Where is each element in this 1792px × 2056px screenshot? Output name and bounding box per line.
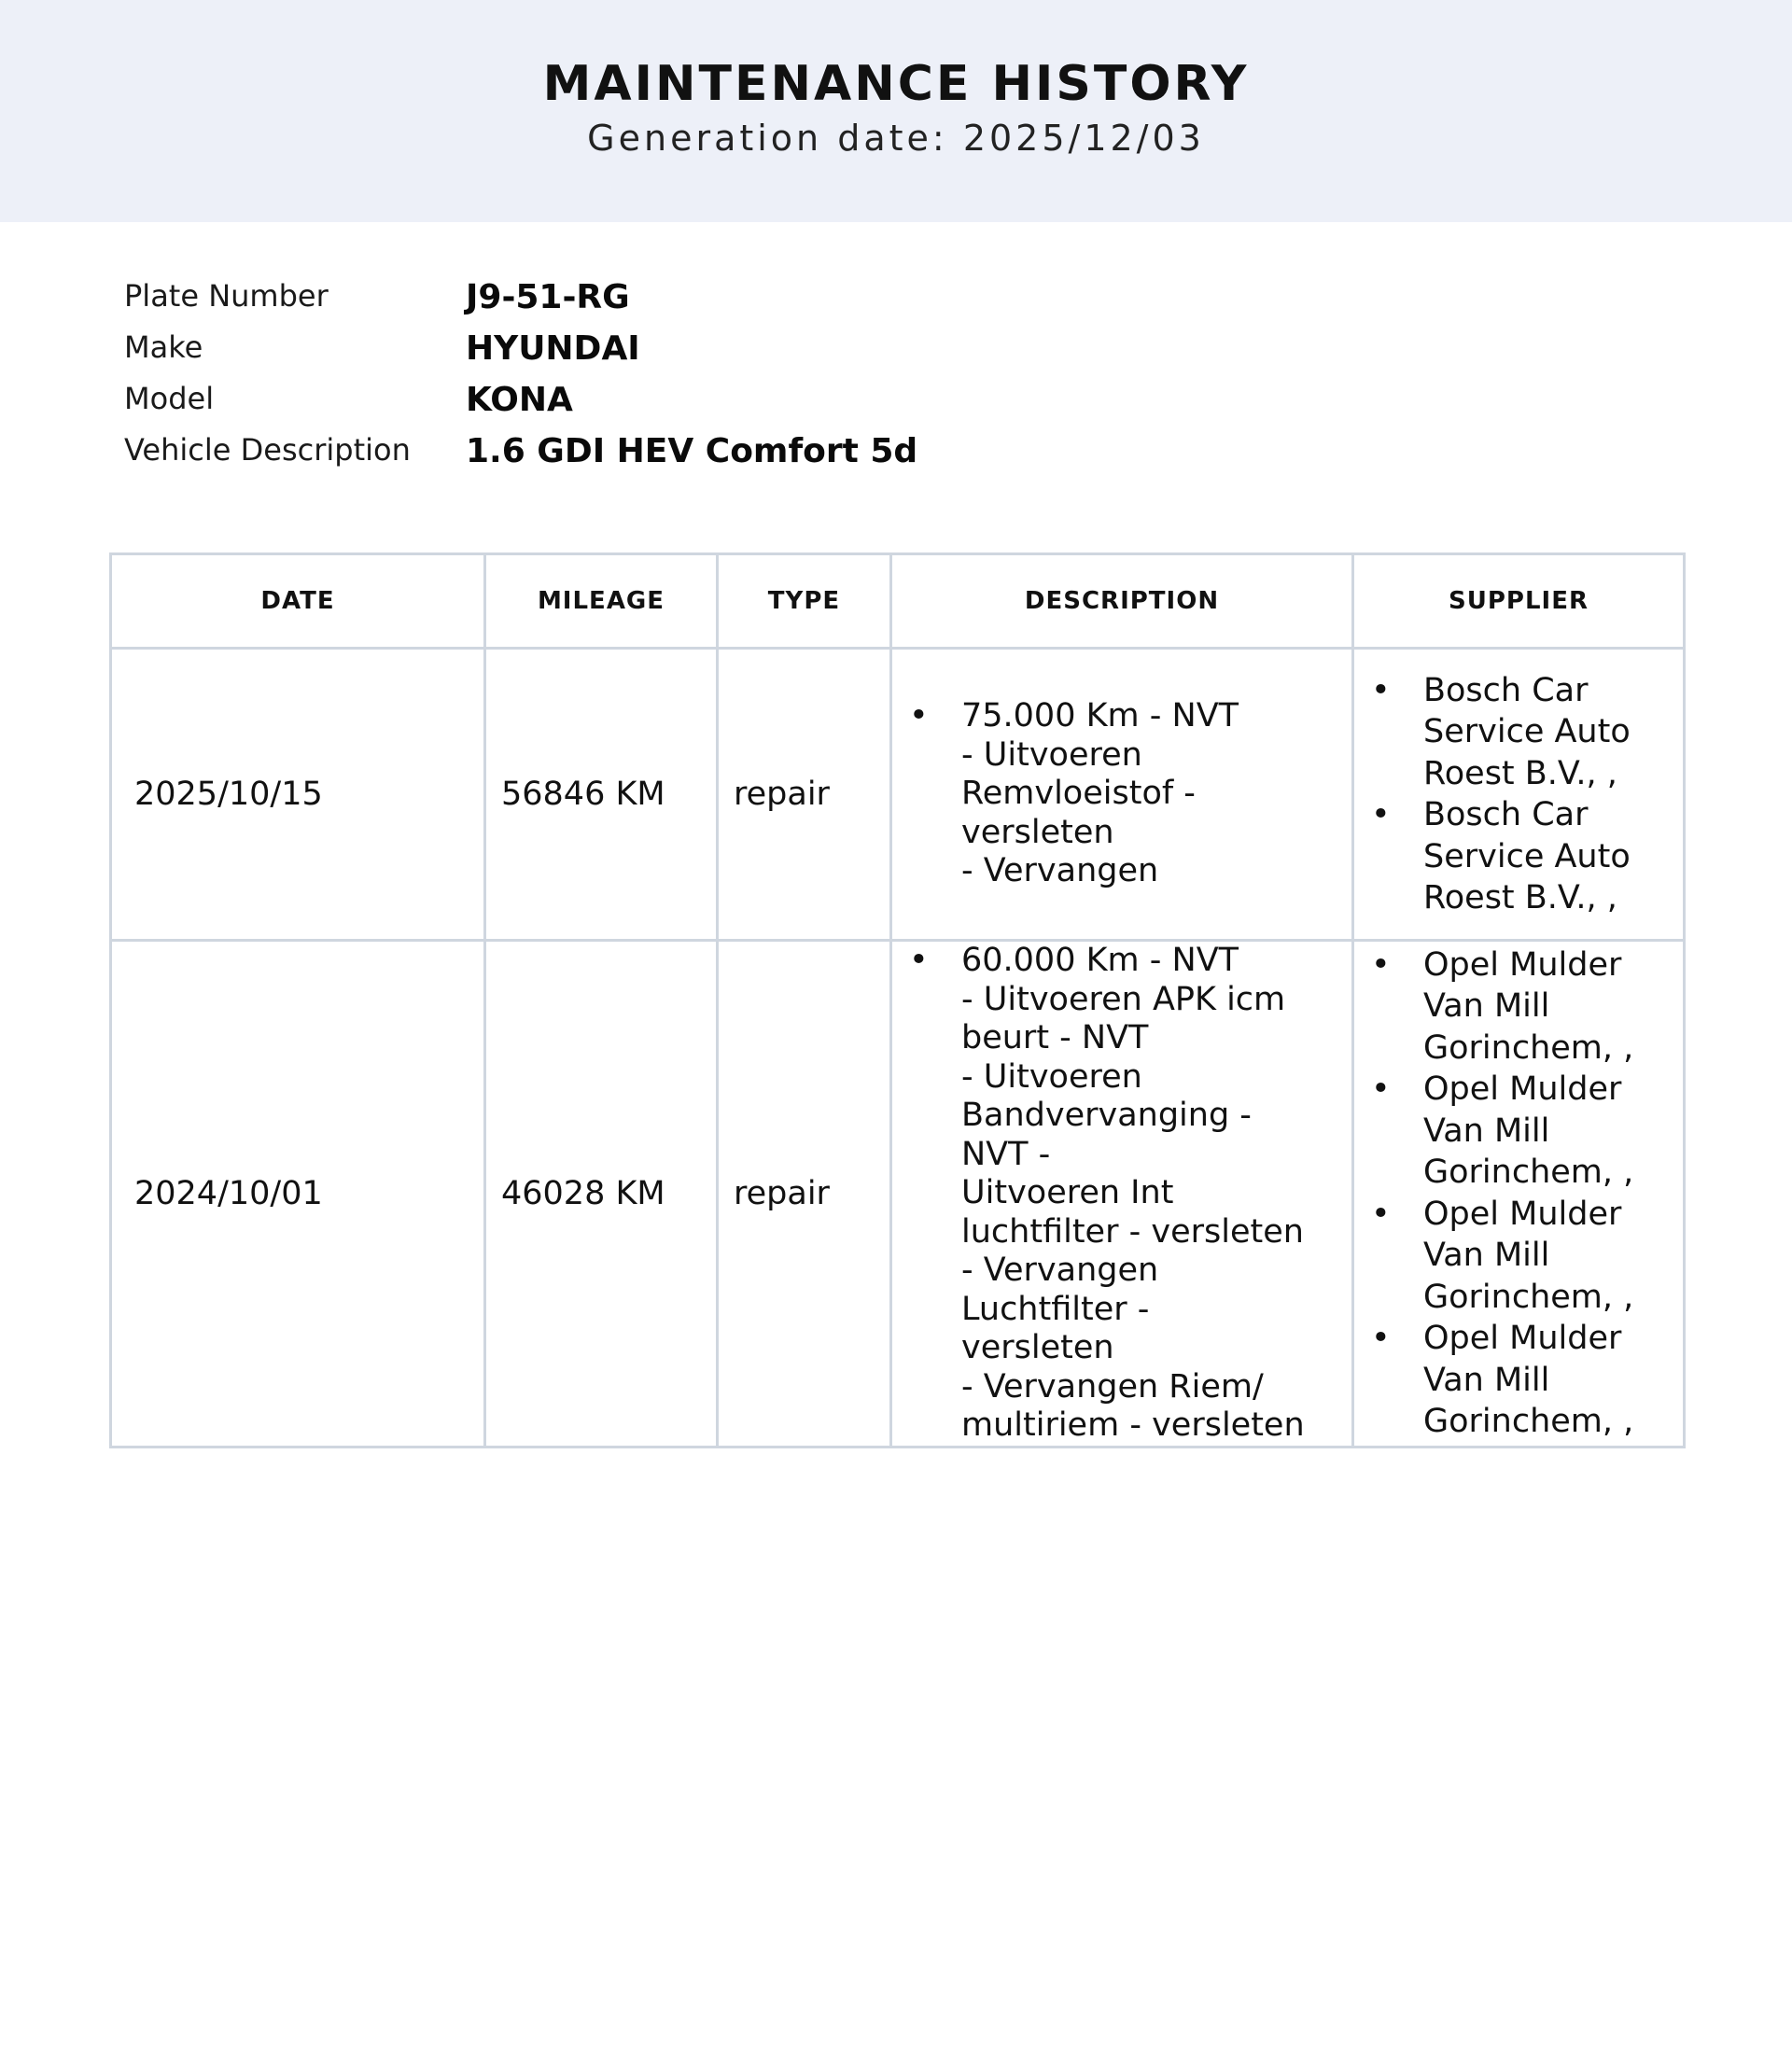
generation-date-value: 2025/12/03: [962, 118, 1205, 159]
description-list: [892, 697, 1351, 891]
type-cell: repair: [718, 649, 891, 941]
supplier-item: • Bosch Car Service Auto Roest B.V., ,: [1371, 671, 1631, 792]
type-cell: repair: [718, 941, 891, 1448]
table-row: [111, 941, 1685, 1448]
description-item: • 60.000 Km - NVT - Uitvoeren APK icm beurt - NVT - Uitvoeren Bandvervanging - NVT - Uitvoeren Int luchtfilter - versleten - Vervangen Luchtfilter - versleten - Vervangen Riem/ multiriem - versleten: [909, 942, 1305, 1444]
model-value: KONA: [466, 381, 573, 419]
column-header-supplier: SUPPLIER: [1353, 554, 1685, 649]
bullet-icon: •: [1371, 1070, 1391, 1109]
vehicle-description-value: 1.6 GDI HEV Comfort 5d: [466, 432, 918, 470]
table-header-row: [111, 554, 1685, 649]
column-header-description: DESCRIPTION: [891, 554, 1353, 649]
date-cell: 2025/10/15: [111, 649, 485, 941]
supplier-cell: [1353, 649, 1685, 941]
supplier-item: • Opel Mulder Van Mill Gorinchem, ,: [1371, 1070, 1634, 1192]
supplier-item: • Opel Mulder Van Mill Gorinchem, ,: [1371, 1320, 1634, 1441]
generation-date-line: [0, 118, 1792, 159]
maintenance-table: [109, 552, 1686, 1448]
bullet-icon: •: [1371, 1195, 1391, 1233]
make-label: Make: [124, 329, 203, 365]
supplier-item: • Opel Mulder Van Mill Gorinchem, ,: [1371, 1195, 1634, 1316]
date-cell: 2024/10/01: [111, 941, 485, 1448]
page-title: MAINTENANCE HISTORY: [542, 56, 1250, 112]
supplier-item: • Bosch Car Service Auto Roest B.V., ,: [1371, 796, 1631, 916]
model-label: Model: [124, 381, 215, 416]
supplier-cell: [1353, 941, 1685, 1448]
table-row: [111, 649, 1685, 941]
mileage-cell: 46028 KM: [485, 941, 718, 1448]
supplier-list: [1354, 670, 1683, 919]
report-header: [0, 0, 1792, 222]
bullet-icon: •: [909, 697, 929, 735]
description-cell: [891, 649, 1353, 941]
bullet-icon: •: [1371, 796, 1391, 833]
make-value: HYUNDAI: [466, 329, 640, 368]
plate-number-value: J9-51-RG: [466, 278, 630, 316]
vehicle-description-label: Vehicle Description: [124, 432, 411, 468]
generation-date-label: Generation date:: [587, 118, 948, 159]
bullet-icon: •: [1371, 945, 1391, 984]
description-list: [892, 942, 1351, 1446]
column-header-date: DATE: [111, 554, 485, 649]
description-cell: [891, 941, 1353, 1448]
column-header-type: TYPE: [718, 554, 891, 649]
supplier-list: [1354, 944, 1683, 1443]
bullet-icon: •: [1371, 1320, 1391, 1358]
supplier-item: • Opel Mulder Van Mill Gorinchem, ,: [1371, 945, 1634, 1067]
column-header-mileage: MILEAGE: [485, 554, 718, 649]
description-item: • 75.000 Km - NVT - Uitvoeren Remvloeistof - versleten - Vervangen: [909, 697, 1239, 890]
plate-number-label: Plate Number: [124, 278, 329, 314]
mileage-cell: 56846 KM: [485, 649, 718, 941]
bullet-icon: •: [1371, 671, 1391, 709]
bullet-icon: •: [909, 942, 929, 979]
